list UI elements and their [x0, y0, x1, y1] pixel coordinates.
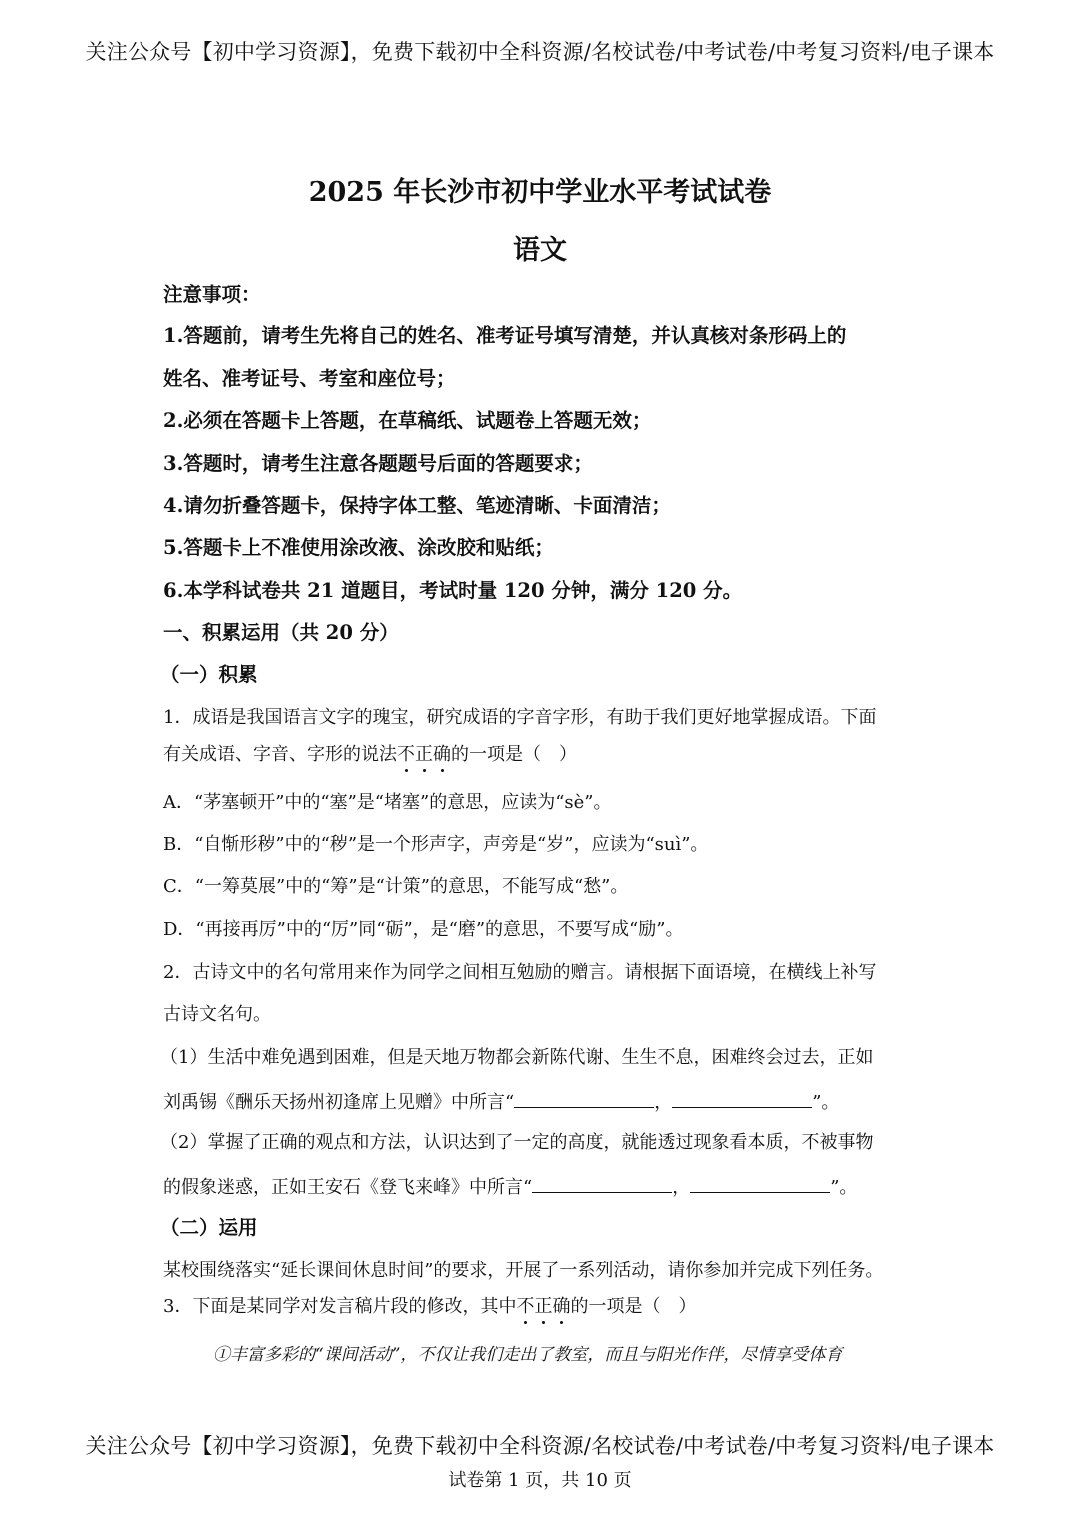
- notice-heading: 注意事项：: [163, 283, 261, 306]
- notice-item: 姓名、准考证号、考室和座位号；: [163, 367, 456, 390]
- question-1-stem: 1．成语是我国语言文字的瑰宝，研究成语的字音字形，有助于我们更好地掌握成语。下面: [163, 707, 877, 728]
- option-d: D．“再接再厉”中的“厉”同“砺”，是“磨”的意思，不要写成“励”。: [163, 919, 684, 940]
- part-heading: （一）积累: [160, 663, 258, 686]
- speech-excerpt: ①丰富多彩的“课间活动”，不仅让我们走出了教室，而且与阳光作伴，尽情享受体育: [213, 1345, 843, 1365]
- notice-item: 1.答题前，请考生先将自己的姓名、准考证号填写清楚，并认真核对条形码上的: [163, 324, 847, 347]
- task-intro: 某校围绕落实“延长课间休息时间”的要求，开展了一系列活动，请你参加并完成下列任务。: [163, 1260, 884, 1281]
- notice-item: 3.答题时，请考生注意各题题号后面的答题要求；: [163, 452, 593, 475]
- emphasis-char: 正: [415, 744, 433, 765]
- subject-title: 语文: [513, 235, 567, 266]
- question-2-sub1: （1）生活中难免遇到困难，但是天地万物都会新陈代谢、生生不息，困难终会过去，正如: [160, 1047, 874, 1068]
- notice-item: 2.必须在答题卡上答题，在草稿纸、试题卷上答题无效；: [163, 409, 652, 432]
- question-2-stem-cont: 古诗文名句。: [163, 1004, 271, 1025]
- notice-item: 5.答题卡上不准使用涂改液、涂改胶和贴纸；: [163, 536, 554, 559]
- answer-blank[interactable]: [690, 1174, 830, 1193]
- option-b: B．“自惭形秽”中的“秽”是一个形声字，声旁是“岁”，应读为“suì”。: [163, 834, 709, 855]
- question-1-stem-cont: 有关成语、字音、字形的说法不正确的一项是（ ）: [163, 744, 577, 765]
- emphasis-char: 正: [534, 1296, 553, 1317]
- notice-item: 4.请勿折叠答题卡，保持字体工整、笔迹清晰、卡面清洁；: [163, 494, 671, 517]
- option-c: C．“一筹莫展”中的“筹”是“计策”的意思，不能写成“愁”。: [163, 876, 629, 897]
- header-banner: 关注公众号【初中学习资源】，免费下载初中全科资源/名校试卷/中考试卷/中考复习资料/电子课本: [85, 40, 995, 64]
- emphasis-char: 不: [397, 744, 415, 765]
- answer-blank[interactable]: [532, 1174, 672, 1193]
- option-a: A．“茅塞顿开”中的“塞”是“堵塞”的意思，应读为“sè”。: [163, 792, 612, 813]
- emphasis-char: 确: [552, 1296, 571, 1317]
- page-number: 试卷第 1 页，共 10 页: [448, 1470, 632, 1491]
- question-2-stem: 2．古诗文中的名句常用来作为同学之间相互勉励的赠言。请根据下面语境，在横线上补写: [163, 962, 877, 983]
- answer-blank[interactable]: [514, 1089, 654, 1108]
- question-2-sub2: （2）掌握了正确的观点和方法，认识达到了一定的高度，就能透过现象看本质，不被事物: [160, 1132, 874, 1153]
- answer-blank[interactable]: [672, 1089, 812, 1108]
- section-heading: 一、积累运用（共 20 分）: [163, 621, 399, 644]
- part-heading: （二）运用: [160, 1216, 258, 1239]
- question-2-sub2-cont: 的假象迷惑，正如王安石《登飞来峰》中所言“ ， ”。: [163, 1174, 923, 1200]
- emphasis-char: 不: [516, 1296, 535, 1317]
- emphasis-char: 确: [433, 744, 451, 765]
- notice-item: 6.本学科试卷共 21 道题目，考试时量 120 分钟，满分 120 分。: [163, 579, 743, 602]
- footer-banner: 关注公众号【初中学习资源】，免费下载初中全科资源/名校试卷/中考试卷/中考复习资料/电子课本: [85, 1434, 995, 1458]
- exam-title: 2025 年长沙市初中学业水平考试试卷: [308, 177, 772, 208]
- question-2-sub1-cont: 刘禹锡《酬乐天扬州初逢席上见赠》中所言“ ， ”。: [163, 1089, 923, 1115]
- question-3-stem: 3．下面是某同学对发言稿片段的修改，其中不正确的一项是（ ）: [163, 1296, 697, 1317]
